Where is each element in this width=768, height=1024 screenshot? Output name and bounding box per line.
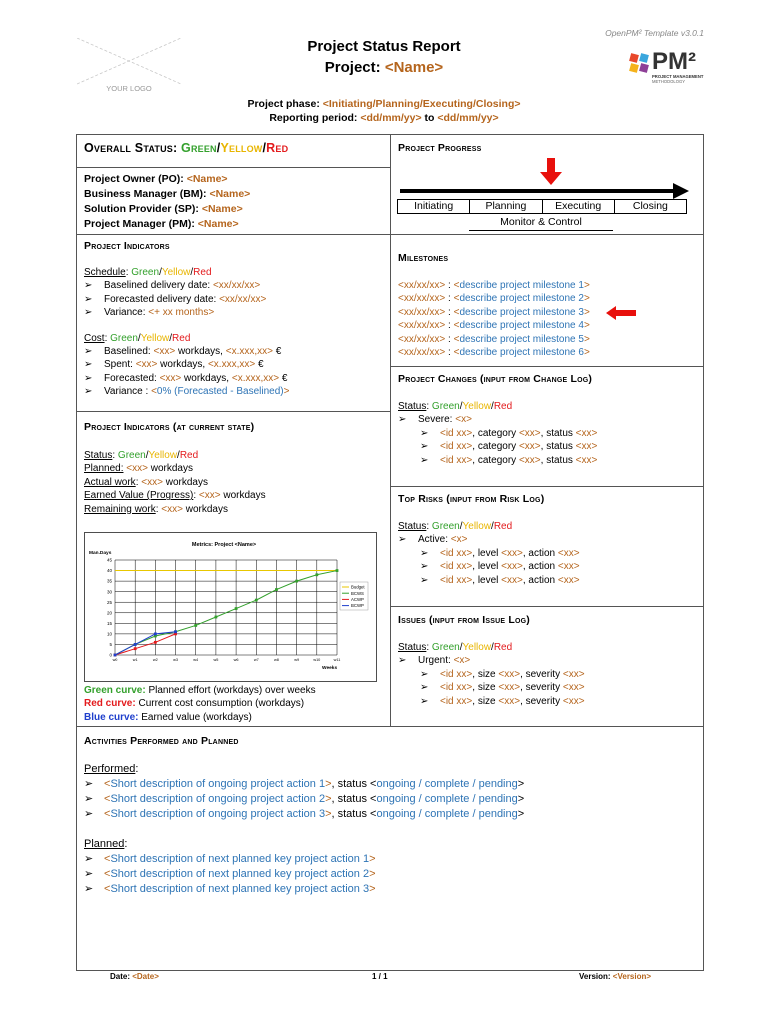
chart-xtick-label: w6: [233, 658, 239, 662]
project-name-line: Project: <Name>: [324, 59, 444, 76]
metrics-chart: [84, 532, 377, 682]
phase-closing: Closing: [632, 200, 668, 212]
chart-point: [295, 580, 298, 583]
chart-point: [275, 588, 278, 591]
activities-title: Activities Performed and Planned: [84, 735, 239, 747]
chart-xlabel: Weeks: [322, 666, 338, 671]
chart-ytick-label: 30: [106, 589, 112, 595]
current-indicators-block: Status: Green/Yellow/Red Planned: <xx> workdays Actual work: <xx> workdays Earned Value (Progress): <xx> workdays Remaining work: <xx> workdays: [84, 450, 266, 515]
chart-legend-label: ACWP: [351, 597, 364, 602]
chart-ytick-label: 40: [106, 568, 112, 574]
progress-title: Project Progress: [398, 142, 482, 154]
curve-red: Red curve: Current cost consumption (workdays): [84, 698, 305, 710]
phase-table: [397, 199, 687, 214]
chart-point: [215, 616, 218, 619]
list-item: ➢ Baselined delivery date: <xx/xx/xx>: [84, 280, 261, 292]
role-bm: Business Manager (BM): <Name>: [84, 188, 251, 200]
role-po: Project Owner (PO): <Name>: [84, 173, 228, 185]
chart-legend-label: BCWP: [351, 603, 364, 609]
list-item: ➢ <id xx>, level <xx>, action <xx>: [420, 574, 580, 586]
list-item: ➢ <id xx>, category <xx>, status <xx>: [420, 427, 598, 439]
risks-block: Status: Green/Yellow/Red ➢ Active: <x> ➢ <id xx>, level <xx>, action <xx> ➢ <id xx>, level <xx>, action <xx> ➢ <id xx>, level <xx>, action <xx>: [398, 521, 580, 586]
phase-initiating: Initiating: [398, 200, 470, 213]
issues-title: Issues (input from Issue Log): [398, 614, 530, 626]
chart-xtick-label: w7: [253, 658, 259, 662]
roles-list: [84, 172, 250, 232]
chart-xtick-label: w9: [294, 658, 300, 662]
planned-item: ➢ <Short description of next planned key project action 1>: [84, 853, 376, 865]
current-milestone-arrow-icon: [606, 306, 638, 320]
indicator-row: Earned Value (Progress): <xx> workdays: [84, 490, 266, 502]
chart-ytick-label: 15: [106, 620, 112, 626]
footer-page: 1 / 1: [372, 972, 388, 981]
chart-point: [235, 607, 238, 610]
chart-ytick-label: 0: [109, 652, 112, 658]
list-item: ➢ <id xx>, size <xx>, severity <xx>: [420, 682, 585, 694]
divider: [391, 606, 704, 607]
milestones-list: [398, 279, 590, 359]
chart-legend-label: BCWS: [351, 590, 364, 596]
chart-xtick-label: w2: [152, 658, 158, 662]
project-phase-line: Project phase: <Initiating/Planning/Executing/Closing>: [247, 98, 521, 110]
monitor-control: Monitor & Control: [469, 214, 613, 231]
list-item: ➢ <id xx>, level <xx>, action <xx>: [420, 561, 580, 573]
indicator-row: Actual work: <xx> workdays: [84, 476, 208, 488]
milestones-title: Milestones: [398, 252, 449, 264]
chart-xtick-label: w4: [193, 658, 199, 662]
chart-ylabel: Man.Days: [89, 551, 112, 556]
schedule-block: Schedule: Green/Yellow/Red ➢ Baselined delivery date: <xx/xx/xx> ➢ Forecasted delivery date: <xx/xx/xx> ➢ Variance: <+ xx months> Cost: Green/Yellow/Red ➢ Baselined: <xx> workdays, <x.xxx,xx> € ➢ Spent: <xx> workdays, <x.xxx,xx> € ➢ Forecasted: <xx> workdays, <x.xxx,xx> € ➢ Variance : <0% (Forecasted - Baselined)>: [84, 267, 290, 398]
progress-arrow: [397, 158, 693, 200]
chart-legend-label: Budget: [351, 584, 365, 590]
chart-xtick-label: w1: [132, 658, 138, 662]
performed-item: ➢ <Short description of ongoing project action 3>, status <ongoing / complete / pending>: [84, 808, 525, 820]
chart-point: [336, 569, 339, 572]
project-indicators-title: Project Indicators: [84, 240, 170, 252]
footer-version: Version: <Version>: [579, 972, 652, 981]
divider: [76, 726, 704, 727]
changes-block: Status: Green/Yellow/Red ➢ Severe: <x> ➢ <id xx>, category <xx>, status <xx> ➢ <id xx>, category <xx>, status <xx> ➢ <id xx>, category <xx>, status <xx>: [398, 401, 598, 466]
overall-status: Overall Status: Green/Yellow/Red: [84, 141, 289, 155]
chart-ytick-label: 10: [106, 631, 112, 637]
chart-point: [174, 630, 177, 633]
chart-xtick-label: w5: [213, 658, 219, 662]
chart-point: [114, 654, 117, 657]
chart-point: [255, 599, 258, 602]
divider: [391, 486, 704, 487]
chart-ytick-label: 45: [106, 557, 112, 563]
chart-title: Metrics: Project <Name>: [191, 542, 257, 548]
list-item: ➢ Variance : <0% (Forecasted - Baselined)>: [84, 386, 290, 398]
milestone-item: <xx/xx/xx> : <describe project milestone 3>: [398, 306, 590, 318]
risks-title: Top Risks (input from Risk Log): [398, 493, 545, 505]
divider: [76, 234, 704, 235]
list-item: ➢ Variance: <+ xx months>: [84, 307, 215, 319]
phase-planning: Planning: [470, 200, 542, 213]
chart-point: [194, 624, 197, 627]
chart-ytick-label: 35: [106, 578, 112, 584]
indicator-row: Planned: <xx> workdays: [84, 463, 193, 475]
pm2-logo: PM² PROJECT MANAGEMENT METHODOLOGY: [628, 50, 712, 86]
milestone-item: <xx/xx/xx> : <describe project milestone 5>: [398, 333, 590, 345]
issues-block: Status: Green/Yellow/Red ➢ Urgent: <x> ➢ <id xx>, size <xx>, severity <xx> ➢ <id xx>, size <xx>, severity <xx> ➢ <id xx>, size <xx>, severity <xx>: [398, 642, 585, 707]
curve-green: Green curve: Planned effort (workdays) over weeks: [84, 685, 316, 696]
list-item: ➢ <id xx>, category <xx>, status <xx>: [420, 441, 598, 453]
current-phase-marker-icon: [540, 158, 562, 185]
chart-point: [315, 573, 318, 576]
list-item: ➢ <id xx>, size <xx>, severity <xx>: [420, 695, 585, 707]
activities-block: Performed: ➢ <Short description of ongoing project action 1>, status <ongoing / complete / pending> ➢ <Short description of ongoing project action 2>, status <ongoing / complete / pending> ➢ <Short description of ongoing project action 3>, status <ongoing / complete / pending> Planned: ➢ <Short description of next planned key project action 1> ➢ <Short description of next planned key project action 2> ➢ <Short description of next planned key project action 3>: [84, 763, 525, 895]
column-divider: [390, 134, 391, 726]
role-sp: Solution Provider (SP): <Name>: [84, 203, 243, 215]
milestone-item: <xx/xx/xx> : <describe project milestone 1>: [398, 280, 590, 291]
list-item: ➢ Baselined: <xx> workdays, <x.xxx,xx> €: [84, 346, 282, 358]
list-item: ➢ <id xx>, category <xx>, status <xx>: [420, 454, 598, 466]
chart-xtick-label: w11: [333, 658, 341, 662]
list-item: ➢ Forecasted delivery date: <xx/xx/xx>: [84, 293, 267, 305]
chart-xtick-label: w8: [274, 658, 279, 662]
performed-item: ➢ <Short description of ongoing project action 1>, status <ongoing / complete / pending>: [84, 778, 525, 790]
chart-ytick-label: 20: [106, 610, 112, 616]
list-item: ➢ <id xx>, size <xx>, severity <xx>: [420, 668, 585, 680]
list-item: ➢ <id xx>, level <xx>, action <xx>: [420, 547, 580, 559]
chart-xtick-label: w3: [173, 658, 178, 662]
list-item: ➢ Forecasted: <xx> workdays, <x.xxx,xx> €: [84, 372, 288, 384]
milestone-item: <xx/xx/xx> : <describe project milestone 4>: [398, 320, 590, 332]
milestone-item: <xx/xx/xx> : <describe project milestone 6>: [398, 347, 590, 359]
chart-ytick-label: 25: [106, 599, 112, 605]
page-title: Project Status Report: [307, 38, 461, 55]
curve-legend: [84, 684, 316, 724]
milestone-item: <xx/xx/xx> : <describe project milestone 2>: [398, 293, 590, 305]
chart-point: [154, 641, 157, 644]
chart-point: [134, 643, 137, 646]
logo-caption: YOUR LOGO: [106, 84, 152, 93]
curve-blue: Blue curve: Earned value (workdays): [84, 711, 252, 723]
performed-item: ➢ <Short description of ongoing project action 2>, status <ongoing / complete / pending>: [84, 793, 525, 805]
chart-point: [134, 647, 137, 650]
role-pm: Project Manager (PM): <Name>: [84, 218, 239, 230]
planned-item: ➢ <Short description of next planned key project action 2>: [84, 868, 376, 880]
chart-ytick-label: 5: [109, 642, 112, 648]
list-item: ➢ Spent: <xx> workdays, <x.xxx,xx> €: [84, 359, 264, 371]
chart-xtick-label: w0: [112, 658, 118, 662]
reporting-period-line: Reporting period: <dd/mm/yy> to <dd/mm/yy>: [269, 112, 499, 124]
indicator-row: Remaining work: <xx> workdays: [84, 503, 228, 515]
template-version: OpenPM² Template v3.0.1: [605, 28, 704, 38]
planned-item: ➢ <Short description of next planned key project action 3>: [84, 883, 376, 895]
divider: [76, 411, 391, 412]
phase-executing: Executing: [543, 200, 615, 213]
current-indicators-title: Project Indicators (at current state): [84, 421, 255, 433]
chart-point: [154, 632, 157, 635]
divider: [391, 366, 704, 367]
chart-xtick-label: w10: [313, 658, 321, 662]
footer-date: Date: <Date>: [110, 972, 159, 981]
divider: [76, 167, 391, 168]
changes-title: Project Changes (input from Change Log): [398, 373, 593, 385]
